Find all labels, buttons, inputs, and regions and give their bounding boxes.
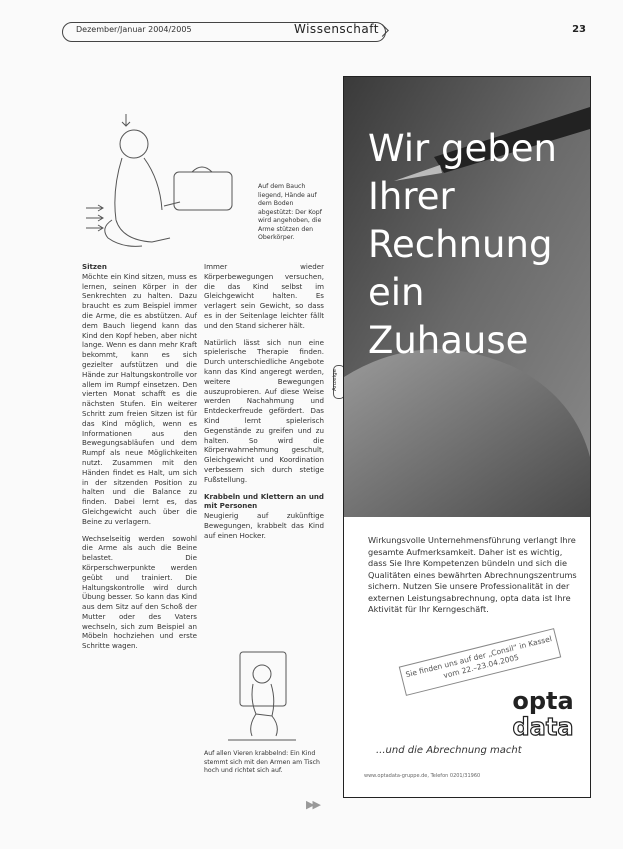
logo-text-bottom: data xyxy=(512,713,574,741)
caption-bottom: Auf allen Vieren krabbelnd: Ein Kind stemmt sich mit den Armen am Tisch hoch und richtet sich auf. xyxy=(204,750,320,774)
paragraph: Immer wieder Körperbewegungen versuchen, die das Kind selbst im Gleichgewicht halten. Es verlagert sein Gewicht, so dass es in der Seitenlage leichter fällt und den Stand sicherer hält. xyxy=(204,262,324,330)
paragraph: Natürlich lässt sich nun eine spielerische Therapie finden. Durch unterschiedliche Angebote kann das Kind angeregt werden, weitere Bewegungen auszuprobieren. Auf diese Weise werden Nachahmung und Entdeckerfreude gefördert. Das Kind lernt spielerisch Gegenstände zu greifen und zu halten. So wird die Körperwahrnehmung geschult, Gleichgewicht und Koordination verbessern sich durch stetige Fußstellung. xyxy=(204,337,324,484)
paragraph: Möchte ein Kind sitzen, muss es lernen, seinen Körper in der Senkrechten zu halten. Dazu braucht es zum Beispiel immer die Arme, die es abstützen. Auf dem Bauch liegend kann das Kind den Kopf heben, aber nicht lange. Wenn es dann mehr Kraft bekommt, kann es sich gezielter aufstützen und die Hände zur Haltungskontrolle vor allem im Rumpf einsetzen. Den vierten Monat schafft es die nächsten Stufen. Ein weiterer Schritt zum freien Sitzen ist für das Kind möglich, wenn es Informationen aus den Bewegungsabläufen und dem Rumpf als neue Möglichkeiten nutzt. Zusammen mit den Händen findet es Halt, um sich in der sitzenden Position zu halten und die Balance zu finden. Dabei lernt es, das Gleichgewicht auch über die Beine zu verlagern. xyxy=(82,271,197,526)
article-column-2 xyxy=(204,262,324,548)
ad-event-stamp: Sie finden uns auf der „Consil“ in Kassel vom 22.–23.04.2005 xyxy=(399,628,562,696)
logo-text-top: opta xyxy=(512,687,574,715)
page-number: 23 xyxy=(572,24,586,35)
ad-headline-line: Ihrer xyxy=(368,175,455,218)
caption-top: Auf dem Bauch liegend, Hände auf dem Boden abgestützt: Der Kopf wird angehoben, die Arme stützen den Oberkörper. xyxy=(258,183,322,241)
ad-body-text: Wirkungsvolle Unternehmensführung verlangt Ihre gesamte Aufmerksamkeit. Daher ist es wichtig, dass Sie Ihre Kompetenzen bündeln und sich die Qualitäten eines bewährten Abrechnungszentrums sichern. Nutzen Sie unsere Professionalität in der externen Leistungsabrechnung, opta data ist Ihre Aktivität für Ihr Kerngeschäft. xyxy=(368,535,577,614)
header-section-title: Wissenschaft xyxy=(294,22,379,36)
ad-tagline: ...und die Abrechnung macht xyxy=(376,745,522,756)
section-heading-krabbeln: Krabbeln und Klettern an und mit Personen xyxy=(204,491,324,511)
article-column-1 xyxy=(82,262,197,658)
continue-arrows-icon: ▶▶ xyxy=(306,798,319,811)
header-date: Dezember/Januar 2004/2005 xyxy=(76,25,192,34)
section-heading-sitzen: Sitzen xyxy=(82,262,107,271)
baby-climbing-illustration xyxy=(222,640,302,746)
advertisement xyxy=(343,76,591,798)
paragraph: Neugierig auf zukünftige Bewegungen, krabbelt das Kind auf einen Hocker. xyxy=(204,511,324,540)
paragraph: Wechselseitig werden sowohl die Arme als auch die Beine belastet. Die Körperschwerpunkte werden geübt und trainiert. Die Haltungskontrolle wird durch Übung besser. So kann das Kind aus dem Sitz auf den Schoß der Mutter oder des Vaters wechseln, sich zum Beispiel an Möbeln hochziehen und erste Schritte wagen. xyxy=(82,533,197,651)
advertisement-label: Anzeige xyxy=(333,365,345,399)
baby-sitting-illustration xyxy=(82,110,252,260)
page-header xyxy=(62,20,590,42)
opta-data-logo xyxy=(510,683,576,741)
ad-headline-line: Wir geben xyxy=(368,127,557,170)
ad-footer: www.optadata-gruppe.de, Telefon 0201/31960 xyxy=(364,773,481,779)
ad-headline-line: Rechnung xyxy=(368,223,553,266)
ad-headline-line: ein Zuhause xyxy=(368,271,529,362)
ad-headline xyxy=(368,125,583,365)
